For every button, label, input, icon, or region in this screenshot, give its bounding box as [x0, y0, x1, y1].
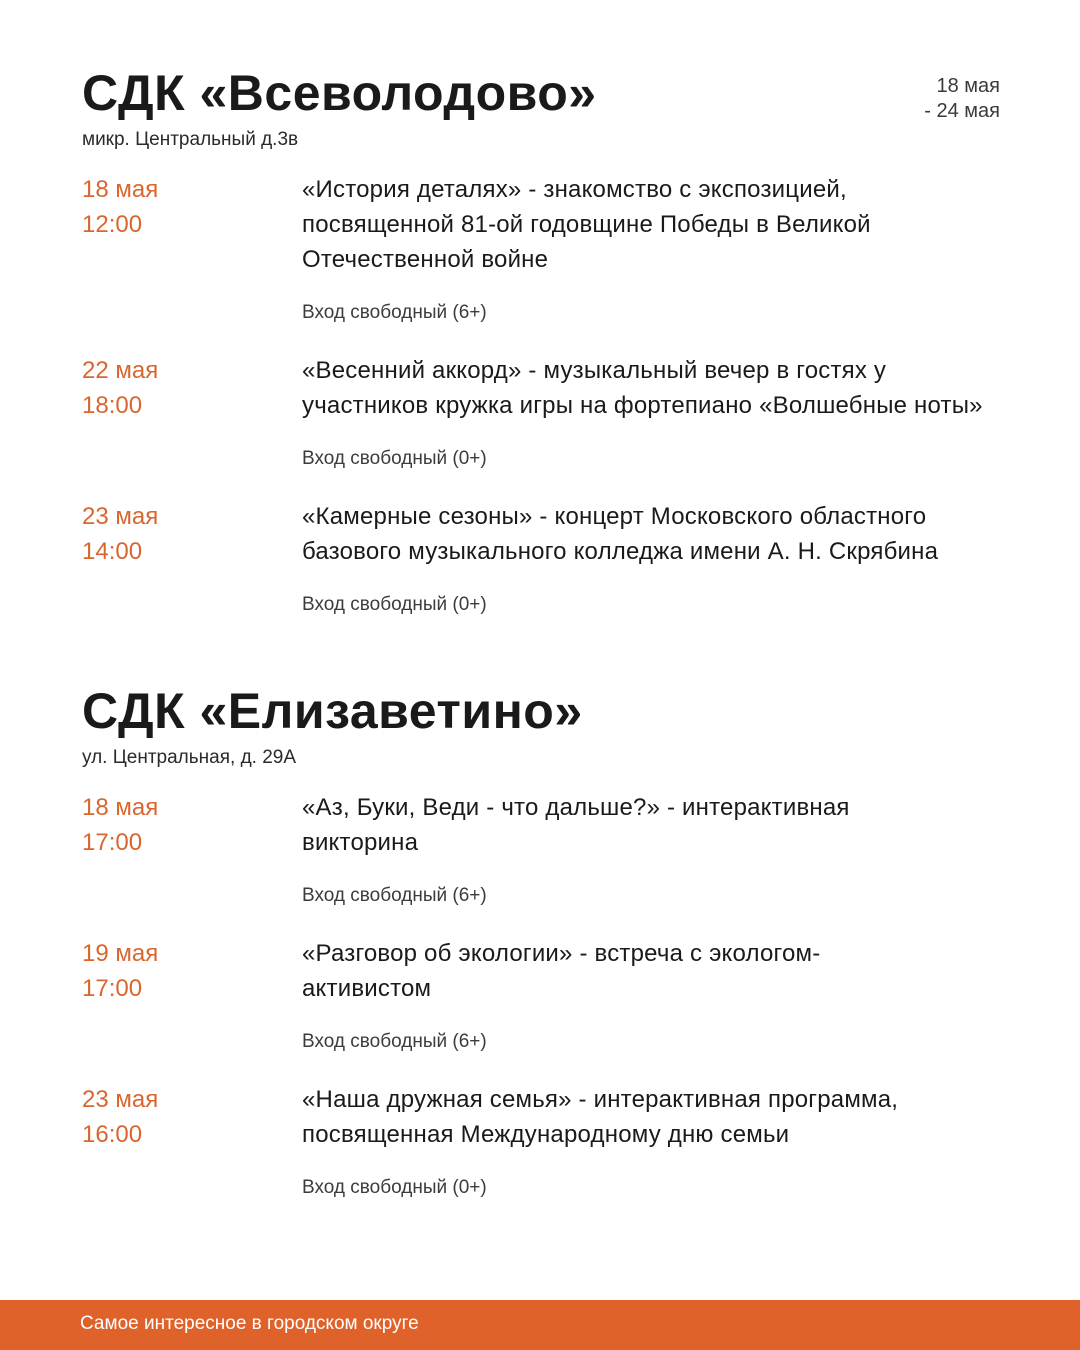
event-item: [82, 790, 1002, 908]
venue-title: СДК «Елизаветино»: [82, 683, 583, 739]
event-time: 18:00: [82, 392, 143, 419]
date-range-start: 18 мая: [936, 75, 1000, 97]
event-body: [302, 790, 1002, 908]
event-date: 18 мая: [82, 176, 159, 203]
event-datetime: [82, 172, 302, 325]
event-title: «История деталях» - знакомство с экспозицией, посвященной 81-ой годовщине Победы в Великой Отечественной войне: [302, 176, 871, 273]
event-time: 16:00: [82, 1121, 143, 1148]
event-datetime: [82, 499, 302, 617]
event-title: «Наша дружная семья» - интерактивная программа, посвященная Международному дню семьи: [302, 1086, 899, 1148]
event-time: 17:00: [82, 829, 143, 856]
event-date: 23 мая: [82, 1086, 159, 1113]
event-item: [82, 1082, 1002, 1200]
event-datetime: [82, 1082, 302, 1200]
event-item: [82, 499, 1002, 617]
event-body: [302, 1082, 1002, 1200]
event-item: [82, 936, 1002, 1054]
venue-address: микр. Центральный д.3в: [82, 129, 299, 150]
event-item: [82, 353, 1002, 471]
venue-title: СДК «Всеволодово»: [82, 65, 597, 121]
event-date: 19 мая: [82, 940, 159, 967]
event-date: 23 мая: [82, 503, 159, 530]
event-entry: Вход свободный (0+): [302, 448, 487, 469]
venue-elizavetino: [82, 682, 1002, 1200]
event-time: 14:00: [82, 538, 143, 565]
event-body: [302, 499, 1002, 617]
event-time: 12:00: [82, 211, 143, 238]
event-entry: Вход свободный (6+): [302, 1031, 487, 1052]
footer-bar: [0, 1300, 1080, 1350]
event-title: «Аз, Буки, Веди - что дальше?» - интерактивная викторина: [302, 794, 850, 856]
venue-vsevolodovo: [82, 64, 1002, 617]
venue-address: ул. Центральная, д. 29А: [82, 747, 297, 768]
event-body: [302, 172, 1002, 325]
event-body: [302, 353, 1002, 471]
event-entry: Вход свободный (0+): [302, 594, 487, 615]
date-range-end: - 24 мая: [924, 100, 1000, 122]
event-entry: Вход свободный (6+): [302, 885, 487, 906]
footer-text: Самое интересное в городском округе: [80, 1313, 419, 1334]
event-datetime: [82, 353, 302, 471]
event-item: [82, 172, 1002, 325]
event-date: 22 мая: [82, 357, 159, 384]
event-title: «Камерные сезоны» - концерт Московского областного базового музыкального колледжа имени А. Н. Скрябина: [302, 503, 939, 565]
event-entry: Вход свободный (6+): [302, 302, 487, 323]
event-datetime: [82, 936, 302, 1054]
event-entry: Вход свободный (0+): [302, 1177, 487, 1198]
event-date: 18 мая: [82, 794, 159, 821]
event-time: 17:00: [82, 975, 143, 1002]
event-title: «Разговор об экологии» - встреча с экологом-активистом: [302, 940, 821, 1002]
event-datetime: [82, 790, 302, 908]
event-body: [302, 936, 1002, 1054]
event-title: «Весенний аккорд» - музыкальный вечер в гостях у участников кружка игры на фортепиано «Волшебные ноты»: [302, 357, 983, 419]
